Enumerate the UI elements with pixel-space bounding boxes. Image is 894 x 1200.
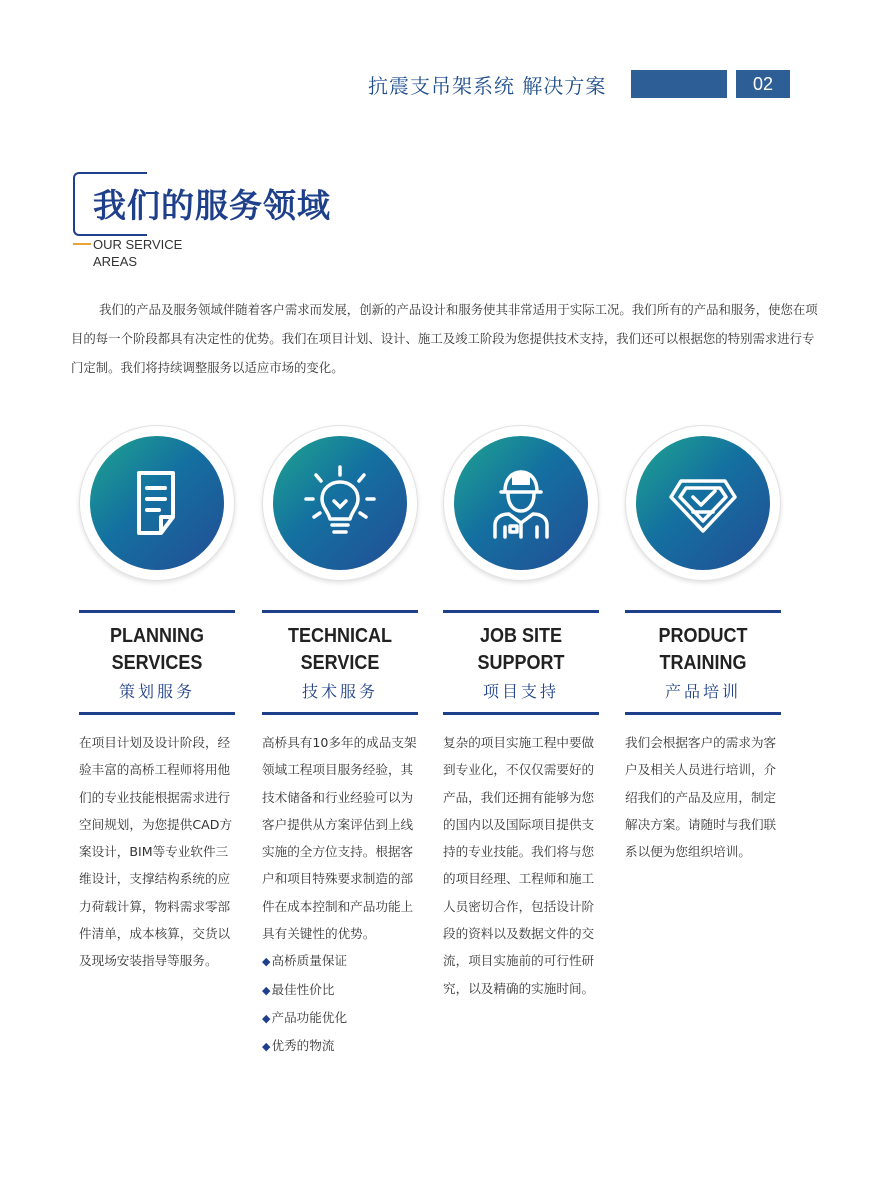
service-icon-circle [454,436,588,570]
service-title-en [270,623,410,677]
list-item: ◆最佳性价比 [262,981,335,997]
service-title-en-line1: PRODUCT [658,625,748,647]
header-decor-bar [631,70,727,98]
page-number: 02 [736,70,790,98]
service-icon-ring [443,425,599,581]
diamond-bullet-icon: ◆ [262,1040,271,1054]
section-subtitle-line1: OUR SERVICE [93,237,183,252]
service-icon-circle [90,436,224,570]
diamond-bullet-icon: ◆ [262,1011,271,1025]
service-description: 我们会根据客户的需求为客户及相关人员进行培训，介绍我们的产品及应用，制定解决方案。请随时与我们联系以便为您组织培训。 [625,735,777,860]
title-bottom-rule [443,712,599,715]
title-top-rule [625,610,781,613]
service-title-en-line1: TECHNICAL [287,625,392,647]
diamond-bullet-icon: ◆ [262,955,271,969]
title-top-rule [79,610,235,613]
service-title-en-line2: TRAINING [659,652,747,674]
service-title-en-line1: JOB SITE [479,625,563,647]
document-header-title: 抗震支吊架系统 解决方案 [368,74,607,98]
service-title-cn: 策划服务 [118,682,195,701]
service-column-technical [262,425,418,1061]
title-top-rule [262,610,418,613]
service-icon-circle [273,436,407,570]
diamond-bullet-icon: ◆ [262,983,271,997]
service-column-jobsite [443,425,599,1002]
document-icon [115,461,199,545]
service-title-cn: 技术服务 [301,682,378,701]
service-title-en-line2: SERVICES [111,652,203,674]
shield-check-icon [661,461,745,545]
list-item: ◆高桥质量保证 [262,953,348,969]
lightbulb-icon [298,461,382,545]
service-title-en-line2: SUPPORT [477,652,565,674]
service-column-training [625,425,781,865]
list-item: ◆优秀的物流 [262,1038,335,1054]
service-icon-ring [262,425,418,581]
service-column-planning [79,425,235,975]
intro-paragraph: 我们的产品及服务领域伴随着客户需求而发展，创新的产品设计和服务使其非常适用于实际工况。我们所有的产品和服务，使您在项目的每一个阶段都具有决定性的优势。我们在项目计划、设计、施工及竣工阶段为您提供技术支持，我们还可以根据您的特别需求进行专门定制。我们将持续调整服务以适应市场的变化。 [71,302,818,375]
feature-list [262,947,418,1060]
worker-icon [479,461,563,545]
service-title-en-line1: PLANNING [109,625,204,647]
service-title-en-line2: SERVICE [300,652,380,674]
section-title: 我们的服务领域 [93,180,335,227]
service-title-cn: 项目支持 [482,682,559,701]
service-description: 复杂的项目实施工程中要做到专业化，不仅仅需要好的产品，我们还拥有能够为您的国内以及国际项目提供支持的专业技能。我们将与您的项目经理、工程师和施工人员密切合作，包括设计阶段的资料以及数据文件的交流，项目实施前的可行性研究，以及精确的实施时间。 [443,735,595,996]
service-icon-ring [625,425,781,581]
service-description: 高桥具有10多年的成品支架领域工程项目服务经验，其技术储备和行业经验可以为客户提供从方案评估到上线实施的全方位支持。根据客户和项目特殊要求制造的部件在成本控制和产品功能上具有关键性的优势。 [262,735,417,942]
service-description: 在项目计划及设计阶段，经验丰富的高桥工程师将用他们的专业技能根据需求进行空间规划，为您提供CAD方案设计，BIM等专业软件三维设计，支撑结构系统的应力荷载计算，物料需求零部件清单，成本核算，交货以及现场安装指导等服务。 [79,735,233,969]
list-item: ◆产品功能优化 [262,1009,348,1025]
service-title-en [633,623,773,677]
service-title-en [87,623,227,677]
section-subtitle [93,236,233,270]
service-icon-ring [79,425,235,581]
section-subtitle-line2: AREAS [93,254,138,269]
title-top-rule [443,610,599,613]
title-bottom-rule [625,712,781,715]
service-title-cn: 产品培训 [664,682,741,701]
title-bottom-rule [79,712,235,715]
service-icon-circle [636,436,770,570]
title-bottom-rule [262,712,418,715]
subtitle-accent-line [73,243,91,245]
service-title-en [451,623,591,677]
